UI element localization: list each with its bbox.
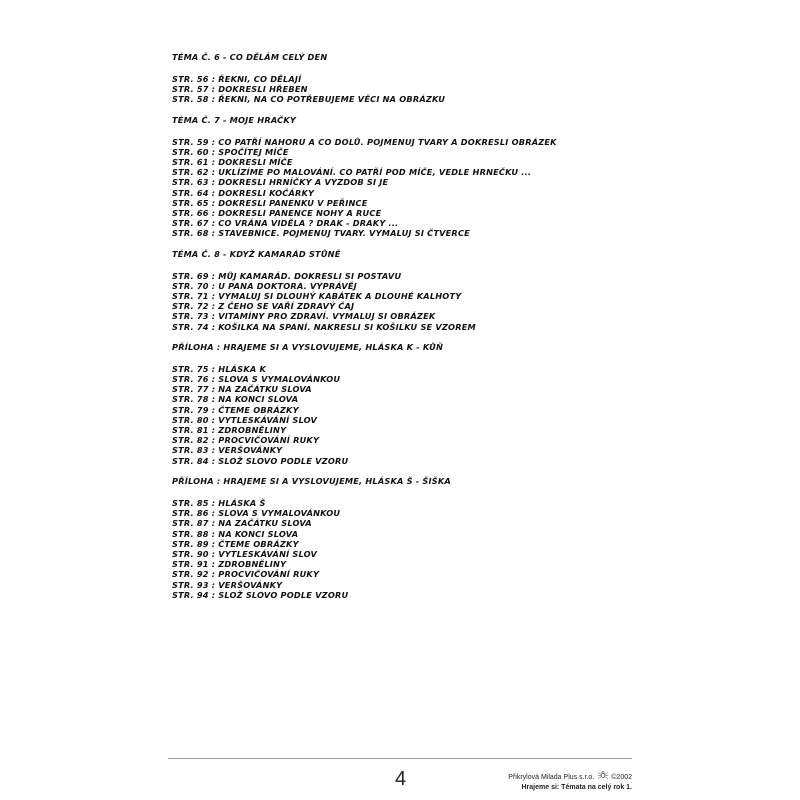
list-item: STR. 57 : DOKRESLI HŘEBEN <box>172 84 308 95</box>
section-item-list <box>172 137 612 239</box>
section-title: TÉMA Č. 8 - KDYŽ KAMARÁD STŮNĚ <box>172 248 341 259</box>
list-item: STR. 87 : NA ZAČÁTKU SLOVA <box>172 518 312 529</box>
list-item: STR. 75 : HLÁSKA K <box>172 363 267 374</box>
section-item-list <box>172 271 612 332</box>
list-item: STR. 71 : VYMALUJ SI DLOUHÝ KABÁTEK A DLOUHÉ KALHOTY <box>172 291 462 302</box>
list-item: STR. 73 : VITAMÍNY PRO ZDRAVÍ. VYMALUJ SI OBRÁZEK <box>172 311 436 322</box>
list-item: STR. 84 : SLOŽ SLOVO PODLE VZORU <box>172 455 349 466</box>
list-item: STR. 60 : SPOČÍTEJ MÍČE <box>172 146 289 157</box>
list-item: STR. 63 : DOKRESLI HRNÍČKY A VYZDOB SI JE <box>172 177 389 188</box>
section-item-list <box>172 74 612 105</box>
list-item: STR. 79 : ČTEME OBRÁZKY <box>172 404 299 415</box>
list-item: STR. 69 : MŮJ KAMARÁD. DOKRESLI SI POSTAVU <box>172 270 402 281</box>
list-item: STR. 83 : VERŠOVÁNKY <box>172 445 283 456</box>
credit-author: Přikrylová Milada Plus s.r.o. <box>508 774 595 781</box>
list-item: STR. 80 : VYTLESKÁVÁNÍ SLOV <box>172 414 318 425</box>
section-item-list <box>172 364 612 466</box>
list-item: STR. 72 : Z ČEHO SE VAŘÍ ZDRAVÝ ČAJ <box>172 301 355 312</box>
list-item: STR. 61 : DOKRESLI MÍČE <box>172 157 293 168</box>
credit-year: ©2002 <box>611 774 632 781</box>
section-item-list <box>172 498 612 600</box>
list-item: STR. 59 : CO PATŘÍ NAHORU A CO DOLŮ. POJMENUJ TVARY A DOKRESLI OBRÁZEK <box>172 136 557 147</box>
list-item: STR. 88 : NA KONCI SLOVA <box>172 528 299 539</box>
footer-credit-line1 <box>508 770 632 783</box>
section-title: TÉMA Č. 7 - MOJE HRAČKY <box>172 114 296 125</box>
list-item: STR. 94 : SLOŽ SLOVO PODLE VZORU <box>172 589 349 600</box>
section-title: PŘÍLOHA : HRAJEME SI A VYSLOVUJEME, HLÁSKA K - KŮŇ <box>172 341 444 352</box>
spider-icon <box>597 770 609 780</box>
list-item: STR. 68 : STAVEBNICE. POJMENUJ TVARY. VYMALUJ SI ČTVERCE <box>172 228 470 239</box>
list-item: STR. 65 : DOKRESLI PANENKU V PEŘINCE <box>172 197 368 208</box>
list-item: STR. 58 : ŘEKNI, NA CO POTŘEBUJEME VĚCI NA OBRÁZKU <box>172 94 446 105</box>
footer-credit <box>508 770 632 793</box>
list-item: STR. 62 : UKLÍZÍME PO MALOVÁNÍ. CO PATŘÍ POD MÍČE, VEDLE HRNEČKU ... <box>172 167 532 178</box>
list-item: STR. 85 : HLÁSKA Š <box>172 497 266 508</box>
list-item: STR. 64 : DOKRESLI KOČÁRKY <box>172 187 315 198</box>
list-item: STR. 90 : VYTLESKÁVÁNÍ SLOV <box>172 548 318 559</box>
list-item: STR. 67 : CO VRÁNA VIDĚLA ? DRAK - DRAKY ... <box>172 218 399 229</box>
section-title: PŘÍLOHA : HRAJEME SI A VYSLOVUJEME, HLÁSKA Š - ŠIŠKA <box>172 475 451 486</box>
list-item: STR. 56 : ŘEKNI, CO DĚLAJÍ <box>172 74 302 84</box>
section-title: TÉMA Č. 6 - CO DĚLÁM CELÝ DEN <box>172 52 328 62</box>
footer-divider <box>168 758 632 759</box>
list-item: STR. 92 : PROCVIČOVÁNÍ RUKY <box>172 569 320 580</box>
page-number: 4 <box>395 768 407 790</box>
list-item: STR. 93 : VERŠOVÁNKY <box>172 579 283 590</box>
list-item: STR. 78 : NA KONCI SLOVA <box>172 394 299 405</box>
list-item: STR. 77 : NA ZAČÁTKU SLOVA <box>172 384 312 395</box>
list-item: STR. 86 : SLOVA S VYMALOVÁNKOU <box>172 508 341 519</box>
list-item: STR. 91 : ZDROBNĚLINY <box>172 559 287 570</box>
list-item: STR. 74 : KOŠILKA NA SPANÍ. NAKRESLI SI KOŠILKU SE VZOREM <box>172 321 476 332</box>
list-item: STR. 76 : SLOVA S VYMALOVÁNKOU <box>172 374 341 385</box>
list-item: STR. 81 : ZDROBNĚLINY <box>172 425 287 436</box>
list-item: STR. 82 : PROCVIČOVÁNÍ RUKY <box>172 435 320 446</box>
list-item: STR. 89 : ČTEME OBRÁZKY <box>172 538 299 549</box>
table-of-contents <box>172 52 612 610</box>
list-item: STR. 70 : U PANA DOKTORA. VYPRÁVĚJ <box>172 280 357 291</box>
credit-title: Hrajeme si: Témata na celý rok 1. <box>521 784 632 791</box>
list-item: STR. 66 : DOKRESLI PANENCE NOHY A RUCE <box>172 208 382 219</box>
